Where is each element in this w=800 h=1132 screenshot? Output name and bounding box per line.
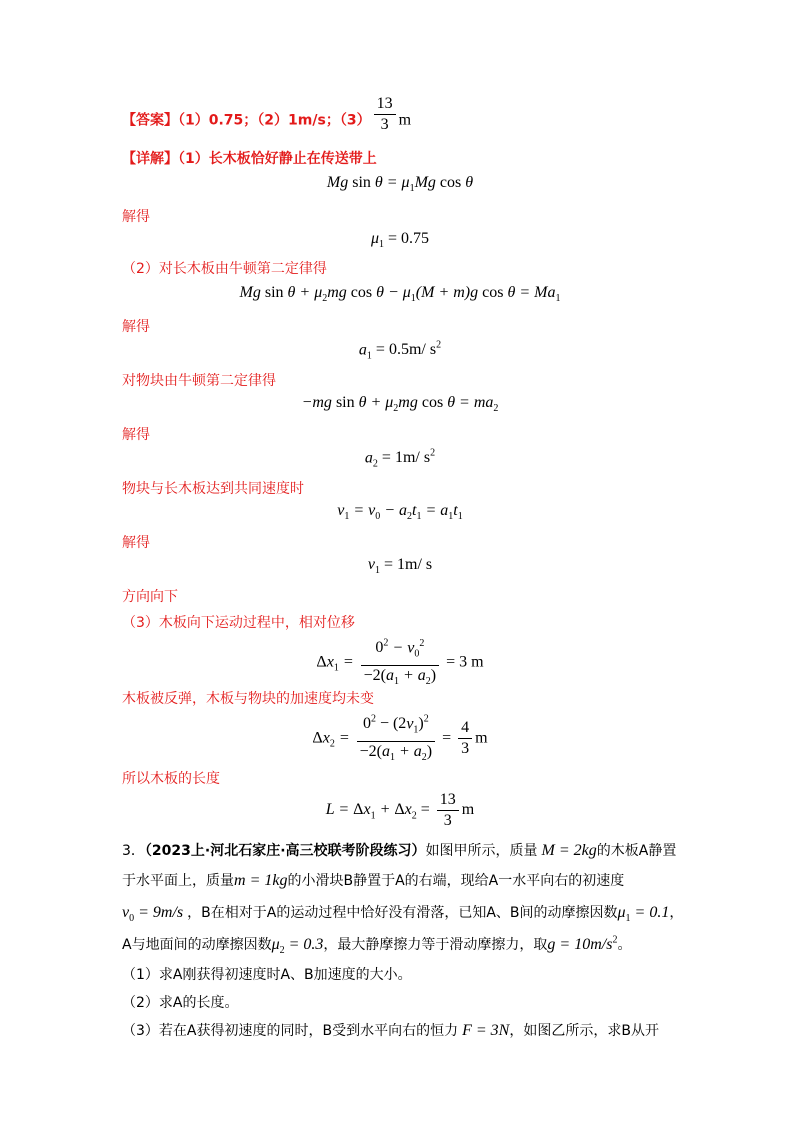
jiede-2: 解得 xyxy=(122,319,150,335)
equation-7: $v_1 = v_0 - a_2t_1 = a_1t_1$ xyxy=(337,502,463,523)
question-text-1a: 如图甲所示，质量 xyxy=(425,843,538,859)
detail-step-1: （1）长木板恰好静止在传送带上 xyxy=(178,151,377,167)
equation-10: $\Delta x_2$ = $\frac{0^2 - (2v_1)^2}{-2(a_1 + a_2)}$ = $\frac{4}{3}$ m xyxy=(0,710,800,768)
sub-question-3a: （3）若在A获得初速度的同时，B受到水平向右的恒力 xyxy=(122,1023,459,1039)
equation-3: Mg $\sin \theta + \mu_2mg$ $\cos \theta - \mu_1(M + m)g$ $\cos \theta = Ma_1$ xyxy=(239,284,561,305)
detail-step-3: 对物块由牛顿第二定律得 xyxy=(122,373,276,389)
answer-line xyxy=(122,95,412,135)
answer-fraction xyxy=(374,94,396,135)
equation-2: $\mu_1 = 0.75$ xyxy=(370,230,430,251)
answer-part-3: （3） xyxy=(339,112,371,129)
sub-question-3 xyxy=(122,1020,659,1040)
equation-11: $L = \Delta x_1 + \Delta x_2$ = $\frac{13}{3}$ m xyxy=(325,791,475,829)
equation-5: −mg $\sin \theta + \mu_2mg$ $\cos \theta = ma_2$ xyxy=(301,394,499,415)
formula-mu1: $\mu_1 = 0.1$ xyxy=(617,904,670,925)
question-text-2a: 于水平面上，质量 xyxy=(122,873,234,889)
question-line-3 xyxy=(122,902,683,924)
detail-line-1 xyxy=(122,148,377,168)
answer-part-2: （2）1m/s； xyxy=(257,112,340,129)
jiede-4: 解得 xyxy=(122,535,150,551)
question-line-1 xyxy=(122,840,676,860)
question-text-2b: 的小滑块B静置于A的右端，现给A一水平向右的初速度 xyxy=(287,873,625,889)
detail-step-5: 方向向下 xyxy=(122,589,178,605)
answer-tag: 【答案】 xyxy=(122,112,178,129)
equation-8: $v_1 = 1m/$ s xyxy=(367,556,433,577)
formula-m: m = 1kg xyxy=(234,872,288,889)
question-line-4 xyxy=(122,934,631,956)
jiede-3: 解得 xyxy=(122,427,150,443)
formula-M: M = 2kg xyxy=(537,842,597,859)
answer-fraction-den: 3 xyxy=(380,116,389,133)
equation-9: $\Delta x_1$ = $\frac{0^2 - v_0^2}{-2(a_1 + a_2)}$ = 3 m xyxy=(0,634,800,692)
equation-6: $a_2 = 1m/$ $s^2$ xyxy=(364,448,436,470)
formula-g: $g = 10m/s^2$ xyxy=(547,934,618,953)
formula-v0: $v_0 = 9m/s$ xyxy=(122,904,184,925)
jiede-1: 解得 xyxy=(122,209,150,225)
answer-fraction-num: 13 xyxy=(374,94,396,115)
question-text-3a: ，B在相对于A的运动过程中恰好没有滑落，已知A、B间的动摩擦因数 xyxy=(187,905,618,921)
formula-mu2: $\mu_2 = 0.3$ xyxy=(271,936,324,957)
detail-step-6: （3）木板向下运动过程中，相对位移 xyxy=(122,615,355,631)
detail-step-7: 木板被反弹，木板与物块的加速度均未变 xyxy=(122,691,374,707)
detail-step-8: 所以木板的长度 xyxy=(122,771,220,787)
detail-tag: 【详解】 xyxy=(122,151,178,167)
formula-F: F = 3N xyxy=(458,1022,510,1039)
detail-step-4: 物块与长木板达到共同速度时 xyxy=(122,481,304,497)
question-number: 3． xyxy=(122,843,145,859)
sub-question-2: （2）求A的长度。 xyxy=(122,995,239,1011)
answer-part-1: （1）0.75； xyxy=(178,112,258,129)
equation-4: $a_1 = 0.5m/$ $s^2$ xyxy=(358,340,442,362)
question-text-4b: ，最大静摩擦力等于滑动摩擦力，取 xyxy=(323,937,548,953)
equation-1: Mg $\sin \theta = \mu_1Mg$ cos θ xyxy=(326,174,474,195)
sub-question-1: （1）求A刚获得初速度时A、B加速度的大小。 xyxy=(122,967,412,983)
question-source: （2023上·河北石家庄·高三校联考阶段练习） xyxy=(144,843,426,859)
question-text-3b: ， xyxy=(669,905,684,921)
question-line-2 xyxy=(122,870,624,890)
question-text-4c: 。 xyxy=(617,937,632,953)
question-text-1b: 的木板A静置 xyxy=(596,843,677,859)
detail-step-2: （2）对长木板由牛顿第二定律得 xyxy=(122,261,327,277)
question-text-4a: A与地面间的动摩擦因数 xyxy=(122,937,272,953)
answer-unit: m xyxy=(398,111,412,129)
sub-question-3b: ，如图乙所示，求B从开 xyxy=(509,1023,659,1039)
